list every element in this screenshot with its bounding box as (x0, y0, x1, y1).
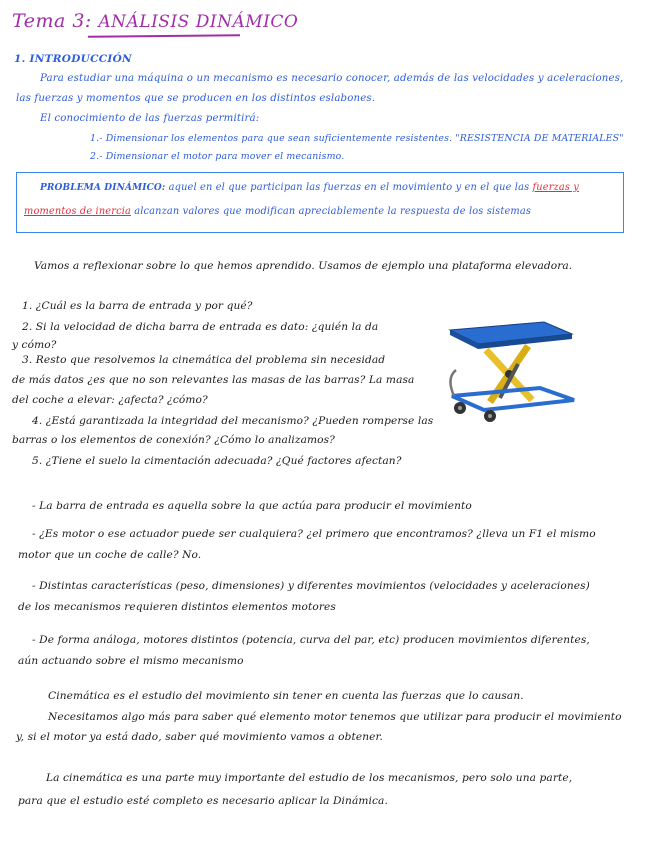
intro-list-item-1: 1.- Dimensionar los elementos para que sean suficientemente resistentes. "RESISTENCIA DE MATERIALES" (90, 133, 624, 144)
question-1: 1. ¿Cuál es la barra de entrada y por qué? (22, 300, 253, 312)
answer-2-line-2: motor que un coche de calle? No. (18, 549, 202, 561)
question-2-line-2: y cómo? (12, 339, 57, 351)
definition-line-1 (40, 182, 579, 193)
definition-label: PROBLEMA DINÁMICO: (40, 183, 166, 193)
title-underline (88, 34, 240, 38)
question-4-line-1: 4. ¿Está garantizada la integridad del mecanismo? ¿Pueden romperse las (32, 415, 434, 427)
title-prefix: Tema 3: (12, 10, 92, 32)
conclusion-2-line-1: La cinemática es una parte muy importante del estudio de los mecanismos, pero solo una parte, (46, 772, 573, 784)
answer-3-line-2: de los mecanismos requieren distintos elementos motores (18, 601, 336, 613)
question-3-line-3: del coche a elevar: ¿afecta? ¿cómo? (12, 394, 208, 406)
question-4-line-2: barras o los elementos de conexión? ¿Cómo lo analizamos? (12, 434, 335, 446)
page-title (12, 10, 298, 32)
question-3-line-2: de más datos ¿es que no son relevantes las masas de las barras? La masa (12, 374, 415, 386)
definition-text-1: aquel en el que participan las fuerzas en el movimiento y en el que las (168, 182, 530, 193)
question-3-line-1: 3. Resto que resolvemos la cinemática del problema sin necesidad (22, 354, 386, 366)
answer-3-line-1: - Distintas características (peso, dimensiones) y diferentes movimientos (velocidades y aceleraciones) (32, 580, 590, 592)
answer-1: - La barra de entrada es aquella sobre la que actúa para producir el movimiento (32, 500, 472, 512)
reflection-intro: Vamos a reflexionar sobre lo que hemos aprendido. Usamos de ejemplo una plataforma elevadora. (34, 260, 573, 272)
conclusion-1-line-2: Necesitamos algo más para saber qué elemento motor tenemos que utilizar para producir el movimiento (48, 711, 622, 723)
answer-4-line-2: aún actuando sobre el mismo mecanismo (18, 655, 244, 667)
title-rest: ANÁLISIS DINÁMICO (98, 12, 299, 32)
definition-red-term-2: momentos de inercia (24, 206, 131, 217)
section-heading-introduccion: 1. INTRODUCCIÓN (14, 53, 132, 65)
answer-4-line-1: - De forma análoga, motores distintos (potencia, curva del par, etc) producen movimientos diferentes, (32, 634, 590, 646)
definition-text-2: alcanzan valores que modifican apreciablemente la respuesta de los sistemas (134, 206, 531, 217)
answer-2-line-1: - ¿Es motor o ese actuador puede ser cualquiera? ¿el primero que encontramos? ¿lleva un F1 el mismo (32, 528, 596, 540)
conclusion-1-line-1: Cinemática es el estudio del movimiento sin tener en cuenta las fuerzas que lo causan. (48, 690, 524, 702)
question-5: 5. ¿Tiene el suelo la cimentación adecuada? ¿Qué factores afectan? (32, 455, 402, 467)
intro-paragraph-line-2: las fuerzas y momentos que se producen en los distintos eslabones. (16, 93, 376, 104)
definition-line-2 (24, 206, 531, 217)
intro-paragraph-line-1: Para estudiar una máquina o un mecanismo es necesario conocer, además de las velocidades y aceleraciones, (40, 73, 624, 84)
definition-red-term-1: fuerzas y (532, 182, 579, 193)
scissor-lift-platform-image (446, 312, 576, 424)
conclusion-1-line-3: y, si el motor ya está dado, saber qué movimiento vamos a obtener. (16, 731, 383, 743)
intro-list-item-2: 2.- Dimensionar el motor para mover el mecanismo. (90, 151, 345, 162)
conclusion-2-line-2: para que el estudio esté completo es necesario aplicar la Dinámica. (18, 795, 388, 807)
intro-forces-sentence: El conocimiento de las fuerzas permitirá: (40, 113, 260, 124)
question-2-line-1: 2. Si la velocidad de dicha barra de entrada es dato: ¿quién la da (22, 321, 379, 333)
